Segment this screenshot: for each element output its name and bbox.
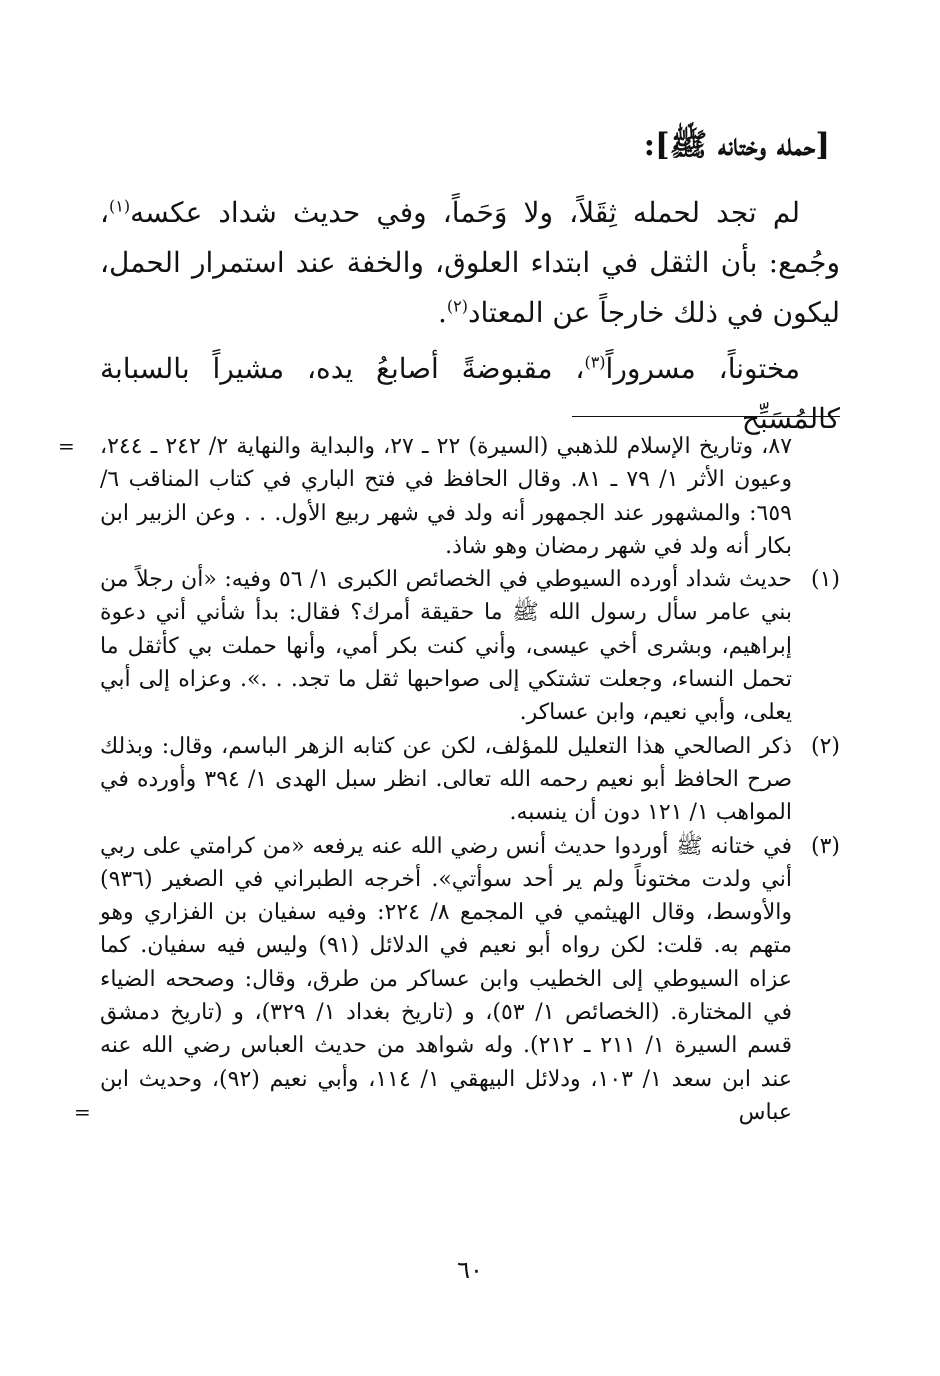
footnote-divider xyxy=(572,416,840,417)
continuation-mark-end: = xyxy=(74,1099,91,1124)
footnote-text: ذكر الصالحي هذا التعليل للمؤلف، لكن عن كتابه الزهر الباسم، وقال: وبذلك صرح الحافظ أبو نعيم رحمه الله تعالى. انظر سبل الهدى ١/ ٣٩٤ وأورده في المواهب ١/ ١٢١ دون أن ينسبه. xyxy=(100,733,793,826)
footnote-number: (٣) xyxy=(810,833,840,859)
paragraph-pregnancy xyxy=(100,188,840,338)
paragraph-text: ، مقبوضةً أصابعُ يده، مشيراً بالسبابة كالمُسَبِّح xyxy=(100,352,840,435)
footnote-1 xyxy=(100,563,840,729)
section-heading: [حمله وختانه ﷺ]: xyxy=(643,127,830,163)
footnotes xyxy=(58,430,840,1129)
footnote-text: حديث شداد أورده السيوطي في الخصائص الكبرى ١/ ٥٦ وفيه: «أن رجلاً من بني عامر سأل رسول الله ﷺ ما حقيقة أمرك؟ فقال: بدأ شأني أني دعوة إبراهيم، وبشرى أخي عيسى، وأني كنت بكر أمي، وأنها حملت بي كأثقل ما تحمل النساء، وجعلت تشتكي إلى صواحبها ثقل ما تجد. . .». وعزاه إلى أبي يعلى، وأبي نعيم، وابن عساكر. xyxy=(100,567,793,726)
footnote-ref-2[interactable]: (٢) xyxy=(446,296,469,316)
page-number: ٦٠ xyxy=(457,1256,483,1284)
paragraph-text: لم تجد لحمله ثِقَلاً، ولا وَحَماً، وفي حديث شداد عكسه xyxy=(130,196,800,229)
paragraph-circumcision xyxy=(100,344,840,444)
book-page xyxy=(58,0,840,1376)
paragraph-text: . xyxy=(438,296,447,329)
paragraph-text: مختوناً، مسروراً xyxy=(605,352,801,385)
footnote-ref-1[interactable]: (١) xyxy=(109,196,131,216)
footnote-text: في ختانه ﷺ أوردوا حديث أنس رضي الله عنه يرفعه «من كرامتي على ربي أني ولدت مختوناً ولم ير أحد سوأتي». أخرجه الطبراني في الصغير (٩٣٦) والأوسط، وقال الهيثمي في المجمع ٨/ ٢٢٤: وفيه سفيان بن الفزاري وهو متهم به. قلت: لكن رواه أبو نعيم في الدلائل (٩١) وليس فيه سفيان. كما عزاه السيوطي إلى الخطيب وابن عساكر من طرق، وقال: وصححه الضياء في المختارة. (الخصائص ١/ ٥٣)، و (تاريخ بغداد ١/ ٣٢٩)، و (تاريخ دمشق قسم السيرة ١/ ٢١١ ـ ٢١٢). وله شواهد من حديث العباس رضي الله عنه عند ابن سعد ١/ ١٠٣، ودلائل البيهقي ١/ ١١٤، وأبي نعيم (٩٢)، وحديث ابن عباس xyxy=(100,833,793,1125)
footnote-continuation xyxy=(58,430,840,563)
footnote-2 xyxy=(100,730,840,830)
footnote-number: (١) xyxy=(810,567,840,593)
continuation-mark: = xyxy=(58,434,75,458)
footnote-text: ٨٧، وتاريخ الإسلام للذهبي (السيرة) ٢٢ ـ ٢٧، والبداية والنهاية ٢/ ٢٤٢ ـ ٢٤٤، وعيون الأثر ١/ ٧٩ ـ ٨١. وقال الحافظ في فتح الباري في كتاب المناقب ٦/ ٦٥٩: والمشهور عند الجمهور أنه ولد في شهر ربيع الأول. . . وعن الزبير ابن بكار أنه ولد في شهر رمضان وهو شاذ. xyxy=(100,434,793,559)
paragraph-text: ، وجُمع: بأن الثقل في ابتداء العلوق، والخفة عند استمرار الحمل، ليكون في ذلك خارجاً عن المعتاد xyxy=(100,196,840,329)
main-text xyxy=(100,188,840,450)
footnote-3 xyxy=(74,830,840,1130)
footnote-number: (٢) xyxy=(810,733,840,759)
footnote-ref-3[interactable]: (٣) xyxy=(584,352,606,372)
